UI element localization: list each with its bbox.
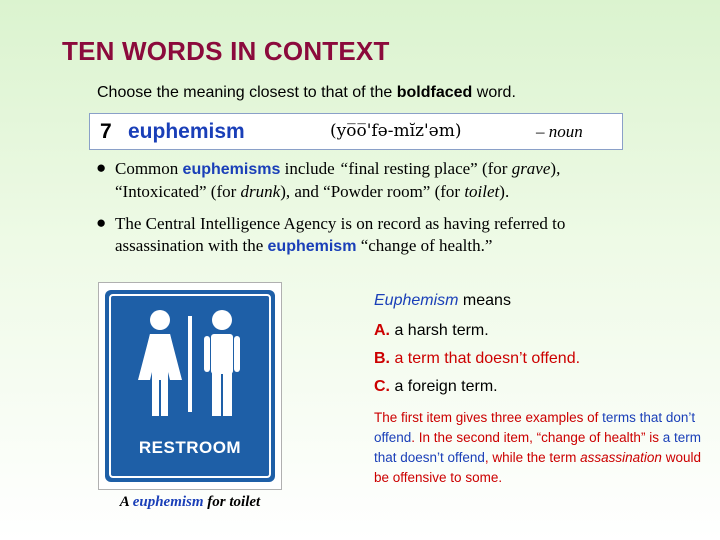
sentence-text: “	[338, 159, 349, 178]
sign-label: RESTROOM	[138, 438, 242, 457]
answer-option-a[interactable]	[374, 322, 489, 340]
answer-explanation	[374, 408, 704, 488]
divider-bar	[188, 316, 192, 412]
explanation-text: The first item gives three examples of	[374, 410, 603, 425]
bullet-icon: ●	[96, 213, 107, 232]
pronunciation: (yo̅o̅'fə-mĭz'əm)	[330, 121, 462, 141]
sentence-text: ), and “Powder room” (for	[280, 182, 465, 201]
context-sentence	[96, 213, 656, 258]
man-icon	[204, 310, 240, 416]
instruction-before: Choose the meaning closest to that of the	[97, 84, 397, 101]
answer-option-c[interactable]	[374, 378, 498, 396]
image-caption	[98, 494, 282, 511]
explanation-text: . In the second item, “change of health” is	[411, 430, 663, 445]
woman-icon	[138, 310, 182, 416]
restroom-sign-image	[98, 282, 282, 490]
option-text: a foreign term.	[390, 378, 498, 395]
restroom-sign	[105, 290, 275, 482]
word-entry-box	[89, 113, 623, 150]
explanation-italic: assassination	[580, 450, 662, 465]
question-text: means	[458, 292, 511, 309]
explanation-text: , while the term	[484, 450, 581, 465]
context-sentence	[96, 158, 656, 203]
bullet-icon: ●	[96, 158, 107, 177]
instruction-after: word.	[472, 84, 516, 101]
option-text: a harsh term.	[390, 322, 489, 339]
sentence-italic: grave	[511, 159, 551, 178]
page-title: TEN WORDS IN CONTEXT	[62, 36, 390, 66]
caption-text: toilet	[229, 494, 261, 510]
word-number: 7	[100, 120, 112, 143]
part-of-speech: – noun	[536, 122, 583, 141]
sentence-italic: toilet	[464, 182, 500, 201]
question-prompt	[374, 292, 511, 310]
option-letter: A.	[374, 322, 390, 339]
option-text: a term that doesn’t offend.	[390, 350, 581, 367]
sentence-text: final resting place” (for	[348, 159, 512, 178]
sentence-text: include	[280, 159, 339, 178]
sentence-text: “change of health.”	[356, 236, 493, 255]
keyword: euphemism	[267, 238, 357, 255]
option-letter: B.	[374, 350, 390, 367]
sentence-text: The Central Intelligence Agency is on record as having referred to assassination with the	[115, 214, 566, 255]
explanation-highlight: terms that don’t offend	[374, 410, 696, 445]
vocab-word: euphemism	[128, 120, 245, 143]
sentence-italic: drunk	[240, 182, 281, 201]
caption-text: A	[119, 494, 133, 510]
instruction-bold: boldfaced	[396, 84, 473, 101]
instruction-text	[97, 84, 516, 102]
sentence-text: ), “Intoxicated” (for	[115, 159, 561, 201]
question-word: Euphemism	[374, 292, 459, 309]
explanation-highlight: a term that doesn’t offend	[374, 430, 701, 465]
answer-option-b[interactable]	[374, 350, 580, 368]
sentence-text: Common	[115, 159, 183, 178]
sentence-text: ).	[499, 182, 510, 201]
caption-text: for	[203, 494, 230, 510]
keyword: euphemisms	[182, 161, 281, 178]
context-sentences	[96, 158, 656, 268]
explanation-text: would be offensive to some.	[374, 450, 701, 485]
caption-keyword: euphemism	[132, 494, 204, 510]
restroom-people-icon	[105, 290, 275, 440]
option-letter: C.	[374, 378, 390, 395]
